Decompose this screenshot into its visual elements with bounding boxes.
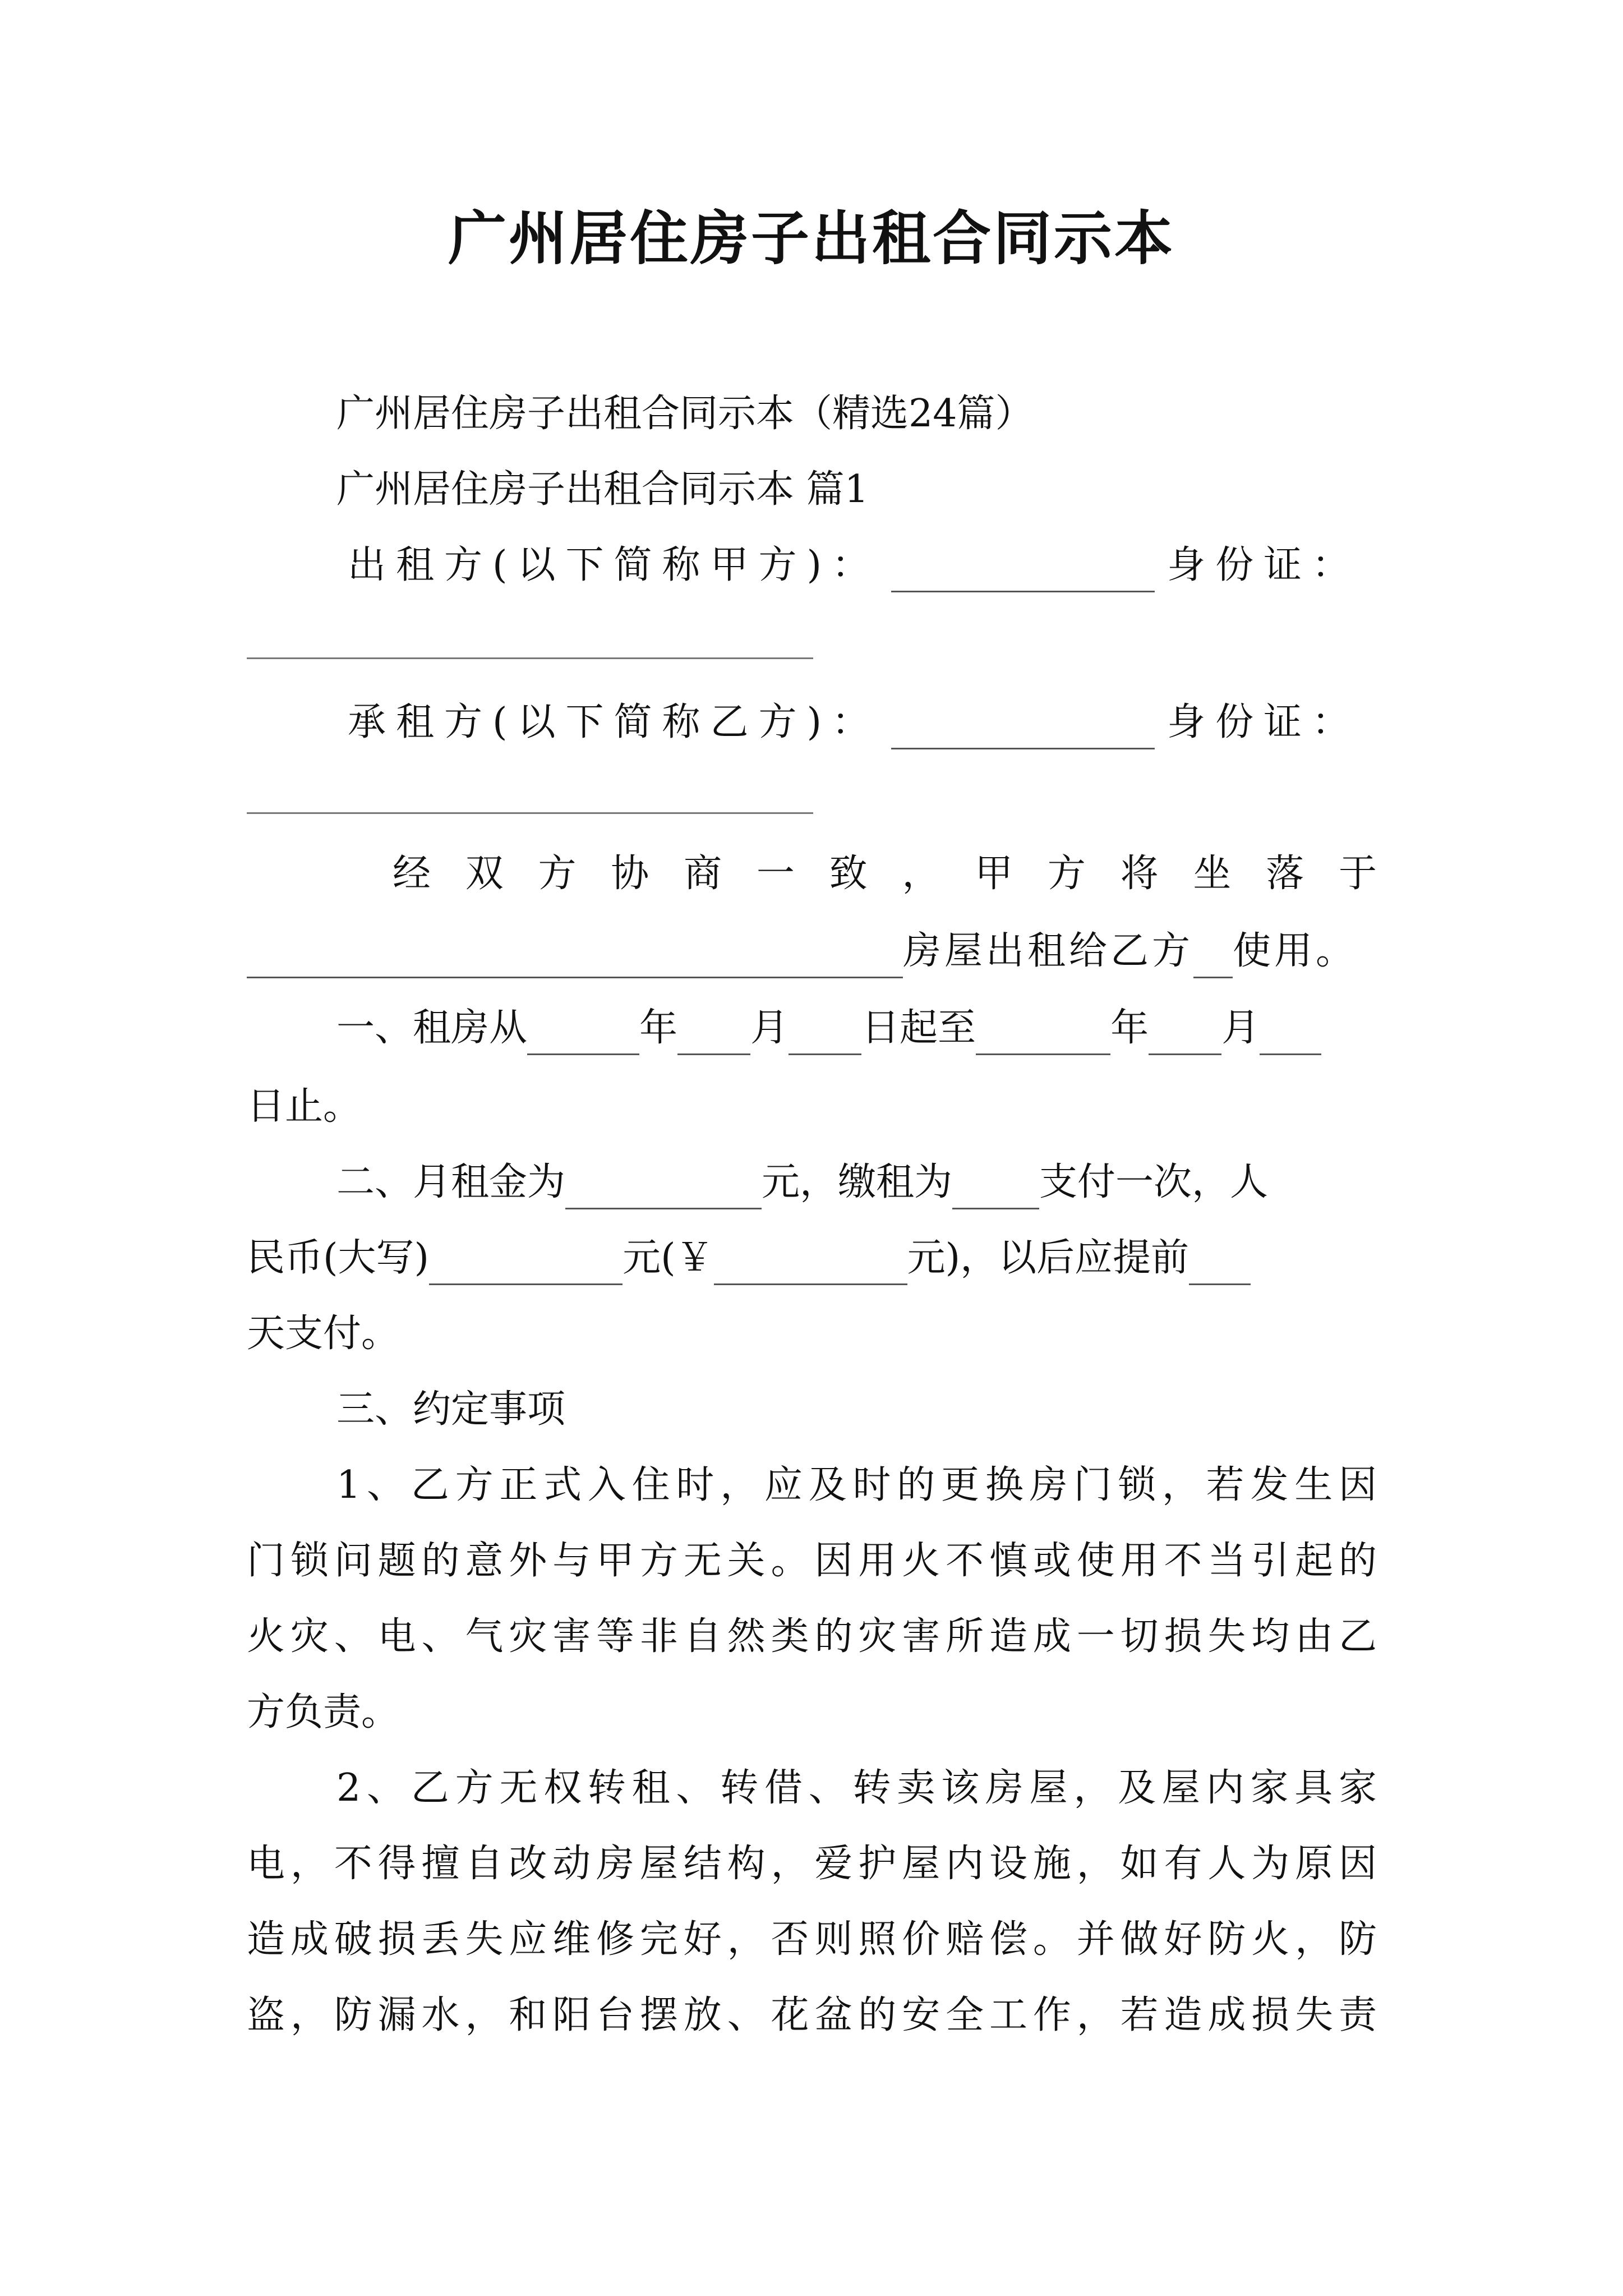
agreement-char: 一	[756, 852, 795, 896]
usage-blank	[1193, 943, 1233, 978]
end-day-blank	[1260, 1020, 1321, 1055]
lessor-line	[348, 539, 1377, 592]
lessee-line	[348, 696, 1377, 749]
item-2-line-3: 造成破损丢失应维修完好，否则照价赔偿。并做好防火，防	[247, 1917, 1377, 1962]
clause-2-rent-label: 二、月租金为	[336, 1160, 566, 1204]
lessor-label: 出租方(以下简称甲方)：	[348, 543, 880, 587]
agreement-line-2	[247, 924, 1357, 978]
agreement-char: 于	[1338, 852, 1377, 896]
lessor-name-blank	[891, 557, 1155, 592]
lessee-label: 承租方(以下简称乙方)：	[348, 700, 880, 744]
clause-1-line-2: 日止。	[247, 1084, 362, 1129]
end-year-blank	[976, 1020, 1110, 1055]
clause-2-pay-once: 支付一次，人	[1039, 1160, 1269, 1204]
rmb-number-blank	[714, 1250, 907, 1285]
lessee-name-blank	[891, 714, 1155, 749]
agreement-char: ，	[902, 852, 940, 896]
rmb-capital-blank	[429, 1250, 623, 1285]
agreement-char: 协	[611, 852, 649, 896]
start-year-blank	[527, 1020, 639, 1055]
monthly-rent-blank	[565, 1174, 762, 1209]
lessee-id-label: 身份证：	[1167, 700, 1361, 744]
item-2-line-2: 电，不得擅自改动房屋结构，爱护屋内设施，如有人为原因	[247, 1842, 1377, 1886]
item-1-line-4: 方负责。	[247, 1690, 400, 1734]
clause-2-line-3: 天支付。	[247, 1312, 400, 1356]
property-address-blank	[247, 943, 903, 978]
rmb-symbol-label: 元(￥	[623, 1236, 714, 1280]
month-label: 月	[750, 1006, 789, 1050]
clause-3-heading: 三、约定事项	[336, 1387, 566, 1432]
start-day-blank	[789, 1020, 861, 1055]
section-heading: 广州居住房子出租合同示本 篇1	[336, 467, 869, 512]
document-title: 广州居住房子出租合同示本	[448, 204, 1175, 273]
month-label: 月	[1221, 1006, 1260, 1050]
lessee-id-blank	[247, 812, 813, 814]
clause-2-payment-label: 元，缴租为	[762, 1160, 953, 1204]
clause-2-line-1	[336, 1156, 1268, 1209]
lessor-id-label: 身份证：	[1167, 543, 1361, 587]
year-label: 年	[639, 1006, 678, 1050]
end-month-blank	[1149, 1020, 1221, 1055]
agreement-char: 落	[1266, 852, 1304, 896]
agreement-char: 甲	[975, 852, 1013, 896]
agreement-char: 商	[684, 852, 722, 896]
day-from-label: 日起至	[861, 1006, 976, 1050]
agreement-char: 方	[538, 852, 577, 896]
advance-pay-label: 元)，以后应提前	[907, 1236, 1189, 1280]
lessor-id-blank	[247, 657, 813, 659]
item-2-line-1: 2、乙方无权转租、转借、转卖该房屋，及屋内家具家	[336, 1766, 1377, 1810]
clause-1-line-1	[336, 1001, 1321, 1055]
agreement-char: 经	[393, 852, 431, 896]
advance-days-blank	[1189, 1250, 1251, 1285]
clause-1-prefix: 一、租房从	[336, 1006, 528, 1050]
clause-2-line-2	[247, 1231, 1251, 1285]
agreement-usage-text: 使用。	[1233, 929, 1358, 973]
agreement-char: 将	[1120, 852, 1159, 896]
agreement-tail-text: 房屋出租给乙方	[903, 929, 1194, 973]
agreement-char: 致	[829, 852, 868, 896]
rmb-capital-label: 民币(大写)	[247, 1236, 430, 1280]
item-1-line-3: 火灾、电、气灾害等非自然类的灾害所造成一切损失均由乙	[247, 1614, 1377, 1659]
item-2-line-4: 盗，防漏水，和阳台摆放、花盆的安全工作，若造成损失责	[247, 1993, 1377, 2037]
agreement-char: 双	[465, 852, 504, 896]
start-month-blank	[677, 1020, 750, 1055]
payment-period-blank	[952, 1174, 1039, 1209]
year-label: 年	[1110, 1006, 1149, 1050]
agreement-char: 方	[1047, 852, 1086, 896]
agreement-char: 坐	[1193, 852, 1232, 896]
document-subtitle: 广州居住房子出租合同示本（精选24篇）	[336, 392, 1034, 436]
item-1-line-2: 门锁问题的意外与甲方无关。因用火不慎或使用不当引起的	[247, 1539, 1377, 1583]
item-1-line-1: 1、乙方正式入住时，应及时的更换房门锁，若发生因	[336, 1463, 1377, 1507]
agreement-line-1	[393, 847, 1377, 901]
